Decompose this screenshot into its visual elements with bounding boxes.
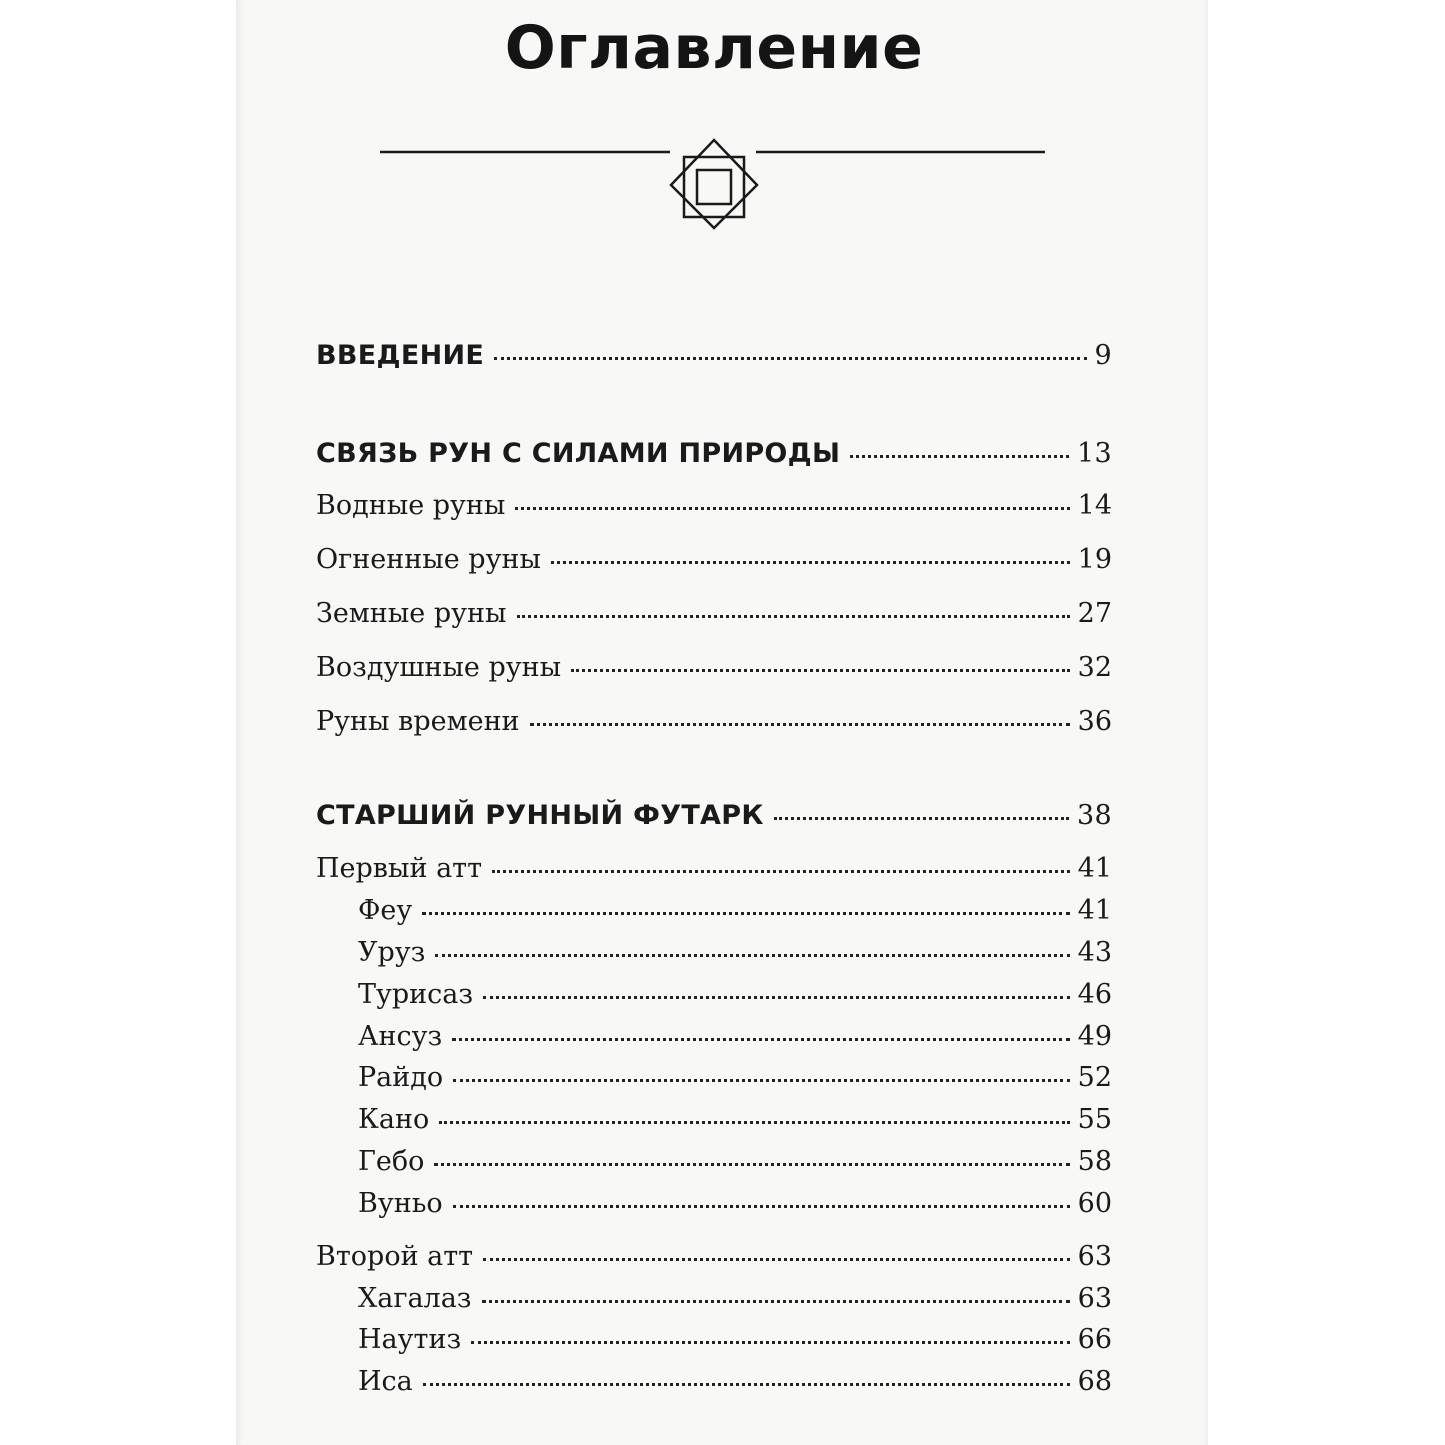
toc-entry[interactable] (358, 1102, 1112, 1138)
dot-leader (483, 996, 1070, 999)
toc-entry[interactable] (358, 1281, 1112, 1317)
toc-entry-page: 66 (1077, 1324, 1112, 1355)
dot-leader (571, 669, 1070, 672)
toc-entry[interactable] (316, 436, 1112, 472)
toc-entry-page: 32 (1077, 652, 1112, 683)
dot-leader (435, 954, 1069, 957)
toc-entry-title: Водные руны (316, 490, 506, 521)
toc-entry[interactable] (358, 977, 1112, 1013)
toc-entry-title: ВВЕДЕНИЕ (316, 340, 485, 371)
toc-entry-page: 43 (1077, 937, 1112, 968)
toc-entry-title: Вуньо (358, 1188, 443, 1219)
toc-entry-title: СВЯЗЬ РУН С СИЛАМИ ПРИРОДЫ (316, 438, 841, 469)
toc-entry[interactable] (316, 488, 1112, 524)
toc-entry-title: Воздушные руны (316, 652, 562, 683)
toc-entry-page: 38 (1077, 800, 1112, 831)
toc-entry[interactable] (316, 596, 1112, 632)
toc-entry-page: 52 (1077, 1062, 1112, 1093)
page-title: Оглавление (504, 13, 924, 83)
toc-entry-title: Уруз (358, 937, 426, 968)
toc-entry-page: 41 (1077, 853, 1112, 884)
toc-entry-page: 36 (1077, 706, 1112, 737)
table-of-contents (316, 0, 1112, 1445)
toc-entry[interactable] (316, 704, 1112, 740)
dot-leader (850, 455, 1069, 458)
dot-leader (434, 1163, 1069, 1166)
dot-leader (483, 1258, 1070, 1261)
toc-entry-title: Райдо (358, 1062, 444, 1093)
dot-leader (471, 1341, 1069, 1344)
toc-entry-page: 9 (1094, 340, 1112, 371)
toc-entry[interactable] (316, 851, 1112, 887)
toc-entry[interactable] (316, 798, 1112, 834)
toc-entry-title: Наутиз (358, 1324, 462, 1355)
toc-entry-page: 14 (1077, 490, 1112, 521)
toc-entry-title: Феу (358, 895, 413, 926)
toc-entry-page: 19 (1077, 544, 1112, 575)
dot-leader (494, 357, 1086, 360)
dot-leader (482, 1300, 1070, 1303)
toc-entry-title: Первый атт (316, 853, 483, 884)
toc-entry[interactable] (316, 338, 1112, 374)
toc-entry-page: 27 (1077, 598, 1112, 629)
dot-leader (517, 615, 1070, 618)
toc-entry-page: 68 (1077, 1366, 1112, 1397)
toc-entry[interactable] (358, 1322, 1112, 1358)
toc-entry-page: 63 (1077, 1241, 1112, 1272)
toc-entry-title: Хагалаз (358, 1283, 472, 1314)
toc-entry-title: Второй атт (316, 1241, 474, 1272)
toc-entry-title: Гебо (358, 1146, 425, 1177)
toc-entry-title: Иса (358, 1366, 413, 1397)
toc-entry-page: 60 (1077, 1188, 1112, 1219)
dot-leader (551, 561, 1070, 564)
toc-entry-title: Ансуз (358, 1021, 443, 1052)
toc-entry[interactable] (316, 650, 1112, 686)
dot-leader (492, 870, 1070, 873)
toc-entry[interactable] (358, 935, 1112, 971)
dot-leader (453, 1079, 1070, 1082)
toc-entry-title: Руны времени (316, 706, 520, 737)
toc-entry-title: Земные руны (316, 598, 507, 629)
dot-leader (452, 1038, 1069, 1041)
toc-entry-page: 55 (1077, 1104, 1112, 1135)
dot-leader (453, 1205, 1070, 1208)
toc-entry[interactable] (358, 893, 1112, 929)
toc-entry-page: 58 (1077, 1146, 1112, 1177)
toc-entry-title: СТАРШИЙ РУННЫЙ ФУТАРК (316, 800, 764, 831)
toc-entry[interactable] (358, 1019, 1112, 1055)
toc-entry[interactable] (316, 1239, 1112, 1275)
toc-entry-page: 46 (1077, 979, 1112, 1010)
dot-leader (530, 723, 1070, 726)
toc-entry-title: Кано (358, 1104, 430, 1135)
toc-entry[interactable] (358, 1060, 1112, 1096)
dot-leader (439, 1121, 1069, 1124)
toc-entry-title: Турисаз (358, 979, 474, 1010)
toc-entry-title: Огненные руны (316, 544, 541, 575)
dot-leader (515, 507, 1069, 510)
toc-entry[interactable] (358, 1144, 1112, 1180)
toc-entry[interactable] (358, 1364, 1112, 1400)
dot-leader (774, 817, 1069, 820)
dot-leader (423, 1383, 1070, 1386)
toc-entry[interactable] (358, 1186, 1112, 1222)
toc-entry-page: 63 (1077, 1283, 1112, 1314)
toc-entry-page: 41 (1077, 895, 1112, 926)
toc-entry[interactable] (316, 542, 1112, 578)
toc-entry-page: 13 (1077, 438, 1112, 469)
dot-leader (422, 912, 1069, 915)
toc-entry-page: 49 (1077, 1021, 1112, 1052)
